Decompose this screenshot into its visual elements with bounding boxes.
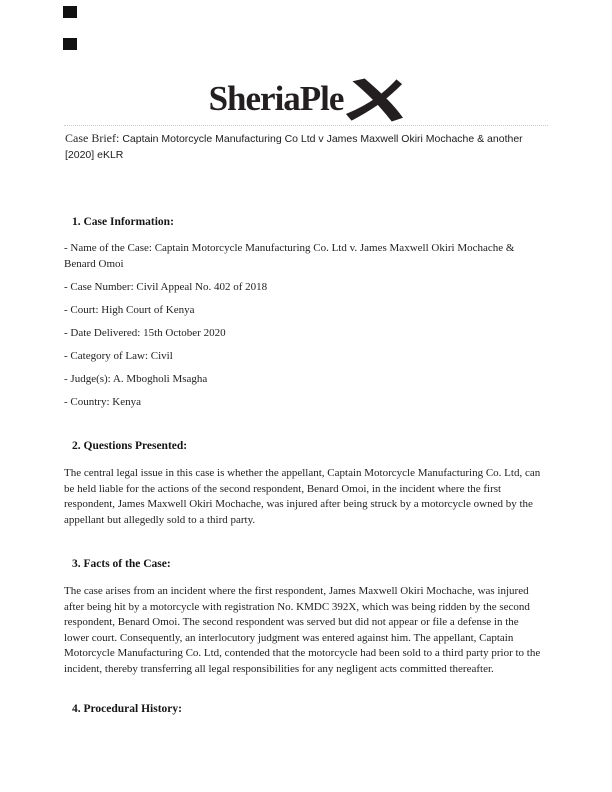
scan-artifact-mark-icon: [63, 6, 77, 18]
section-heading: 2. Questions Presented:: [72, 440, 188, 452]
section-heading: 3. Facts of the Case:: [72, 558, 171, 570]
section-case-information: [64, 214, 544, 410]
title-prefix: Case Brief:: [65, 131, 123, 145]
section-paragraph: The case arises from an incident where the first respondent, James Maxwell Okiri Mochache, was injured after being hit by a motorcycle with registration No. KMDC 392X, which was being ridden by the second respondent, Benard Omoi. The second respondent was served but did not appear or file a defense in the lower court. Consequently, an interlocutory judgment was entered against him. The appellant, Captain Motorcycle Manufacturing Co. Ltd, contended that the motorcycle had been sold to a third party prior to the incident, thereby transferring all legal responsibilities for any negligent acts committed thereafter.: [64, 585, 541, 675]
document-title: [65, 131, 543, 163]
document-body: [64, 214, 544, 717]
case-info-item-number: - Case Number: Civil Appeal No. 402 of 2018: [64, 280, 268, 293]
title-case-name: Captain Motorcycle Manufacturing Co Ltd v James Maxwell Okiri Mochache & another [2020] eKLR: [65, 133, 523, 161]
case-info-item-name: - Name of the Case: Captain Motorcycle Manufacturing Co. Ltd v. James Maxwell Okiri Mochache & Benard Omoi: [64, 242, 515, 270]
logo-divider: [64, 125, 548, 126]
section-paragraph: The central legal issue in this case is whether the appellant, Captain Motorcycle Manufacturing Co. Ltd, can be held liable for the actions of the second respondent, Benard Omoi, in the incident where the first respondent, James Maxwell Okiri Mochache, was injured after being struck by a motorcycle owned by the appellant but allegedly sold to a third party.: [64, 467, 541, 526]
section-questions-presented: [64, 438, 544, 528]
case-info-list: [64, 241, 544, 410]
scan-artifact-mark-icon: [63, 38, 77, 50]
case-info-item-date: - Date Delivered: 15th October 2020: [64, 326, 226, 339]
logo-wordmark: SheriaPle: [208, 79, 344, 118]
section-procedural-history: [64, 701, 544, 717]
case-info-item-court: - Court: High Court of Kenya: [64, 303, 195, 316]
sheriaplex-logo: [0, 0, 612, 122]
section-heading: 1. Case Information:: [72, 216, 174, 228]
case-info-item-country: - Country: Kenya: [64, 395, 141, 408]
case-info-item-category: - Category of Law: Civil: [64, 349, 173, 362]
case-info-item-judges: - Judge(s): A. Mbogholi Msagha: [64, 372, 208, 385]
section-facts-of-the-case: [64, 556, 544, 677]
logo-x-icon: [345, 78, 403, 122]
section-heading: 4. Procedural History:: [72, 703, 182, 715]
